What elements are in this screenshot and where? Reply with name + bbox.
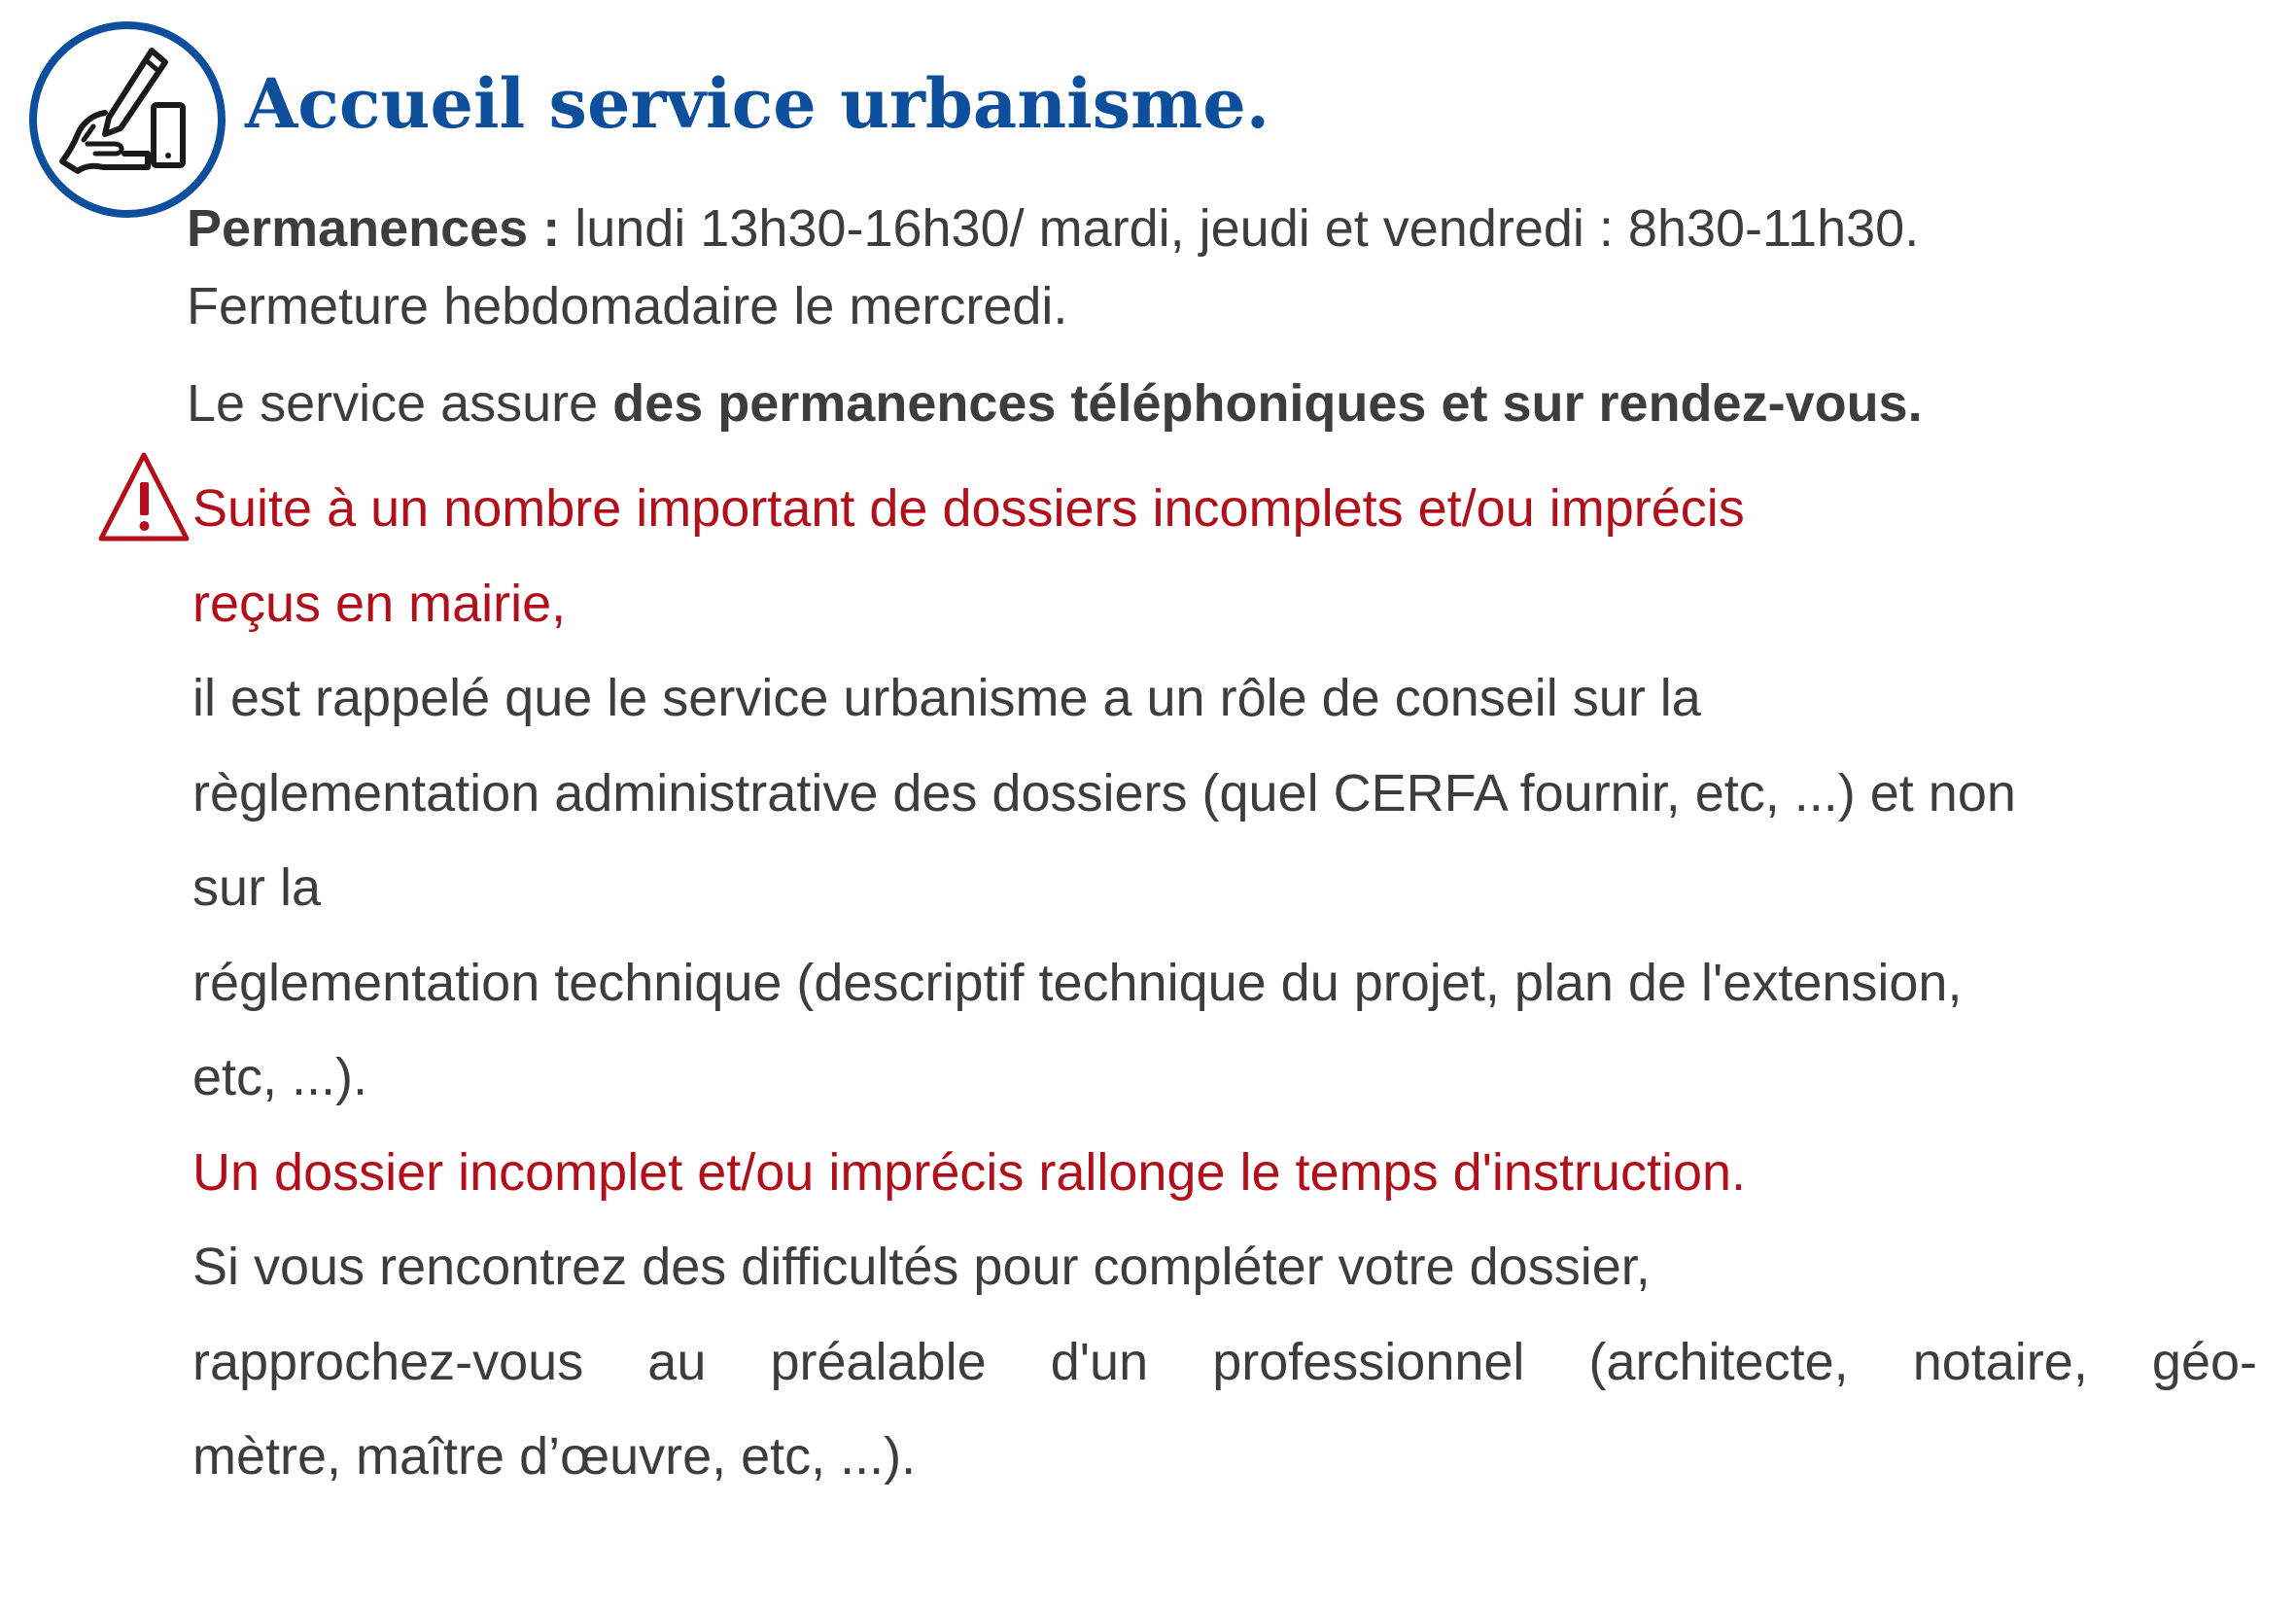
notice-line: Un dossier incomplet et/ou imprécis rallonge le temps d'instruction. — [192, 1142, 1747, 1202]
notice-line: etc, ...). — [192, 1048, 368, 1106]
notice-line: il est rappelé que le service urbanisme a un rôle de conseil sur la — [192, 669, 1701, 727]
notice-line: réglementation technique (descriptif technique du projet, plan de l'extension, — [192, 953, 1963, 1012]
notice-line: sur la — [192, 858, 322, 917]
notice-line: Suite à un nombre important de dossiers incomplets et/ou imprécis — [192, 479, 1745, 538]
service-description — [187, 365, 2257, 442]
notice-line: reçus en mairie, — [192, 574, 567, 633]
office-hours-text: lundi 13h30-16h30/ mardi, jeudi et vendredi : 8h30-11h30. — [560, 199, 1920, 258]
urbanism-notice — [192, 462, 2257, 1505]
service-description-bold: des permanences téléphoniques et sur rendez-vous. — [612, 374, 1923, 433]
notice-line: Si vous rencontrez des difficultés pour compléter votre dossier, — [192, 1238, 1651, 1296]
office-hours — [187, 190, 2257, 267]
notice-line: rapprochez-vous au préalable d'un professionnel (architecte, notaire, géo- — [192, 1332, 2257, 1391]
notice-line: mètre, maître d’œuvre, etc, ...). — [192, 1427, 917, 1486]
notice-line: règlementation administrative des dossiers (quel CERFA fournir, etc, ...) et non — [192, 763, 2016, 822]
page-title: Accueil service urbanisme. — [245, 63, 1270, 144]
service-description-prefix: Le service assure — [187, 374, 613, 433]
weekly-closing: Fermeture hebdomadaire le mercredi. — [187, 277, 1068, 335]
warning-triangle-icon — [97, 449, 191, 544]
office-hours-label: Permanences : — [187, 199, 561, 258]
